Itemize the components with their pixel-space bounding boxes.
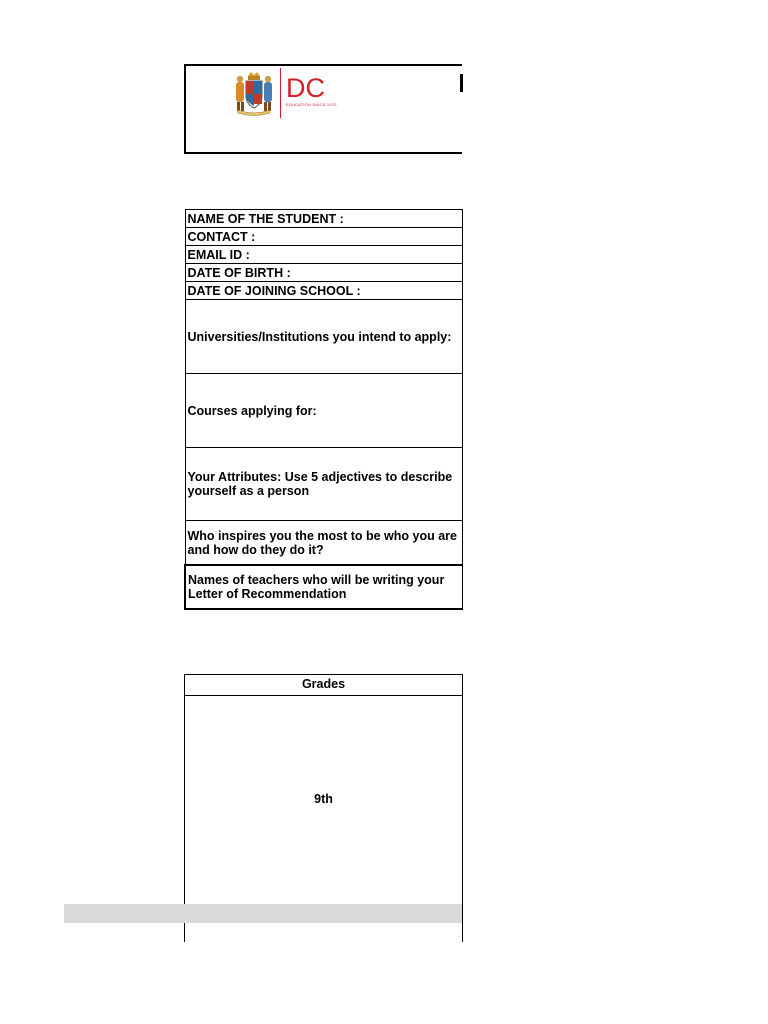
logo-tagline: EDUCATION SINCE 1970 (286, 101, 337, 107)
logo-divider (280, 68, 281, 118)
table-row (185, 374, 463, 448)
table-row (185, 565, 463, 609)
joining-date-field[interactable]: DATE OF JOINING SCHOOL : (185, 282, 463, 300)
student-info-table (184, 209, 463, 610)
table-row (185, 521, 463, 566)
inspiration-field[interactable]: Who inspires you the most to be who you are and how do they do it? (185, 521, 463, 566)
logo-text (286, 74, 337, 107)
table-row (185, 448, 463, 521)
school-logo (232, 68, 337, 118)
school-crest-icon (232, 70, 276, 116)
table-row (185, 228, 463, 246)
courses-field[interactable]: Courses applying for: (185, 374, 463, 448)
letterhead-edge-mark (460, 74, 463, 92)
attributes-field[interactable]: Your Attributes: Use 5 adjectives to describe yourself as a person (185, 448, 463, 521)
email-field[interactable]: EMAIL ID : (185, 246, 463, 264)
contact-field[interactable]: CONTACT : (185, 228, 463, 246)
grade-9-label: 9th (314, 792, 333, 806)
grades-header: Grades (185, 675, 462, 696)
grey-band (64, 904, 462, 923)
student-name-field[interactable]: NAME OF THE STUDENT : (185, 210, 463, 228)
recommendation-teachers-field[interactable]: Names of teachers who will be writing your Letter of Recommendation (185, 565, 463, 609)
grades-table (184, 674, 463, 942)
table-row (185, 264, 463, 282)
table-row (185, 246, 463, 264)
universities-field[interactable]: Universities/Institutions you intend to apply: (185, 300, 463, 374)
dob-field[interactable]: DATE OF BIRTH : (185, 264, 463, 282)
table-row (185, 300, 463, 374)
table-row (185, 210, 463, 228)
logo-mark: DC (286, 72, 325, 103)
table-row (185, 282, 463, 300)
